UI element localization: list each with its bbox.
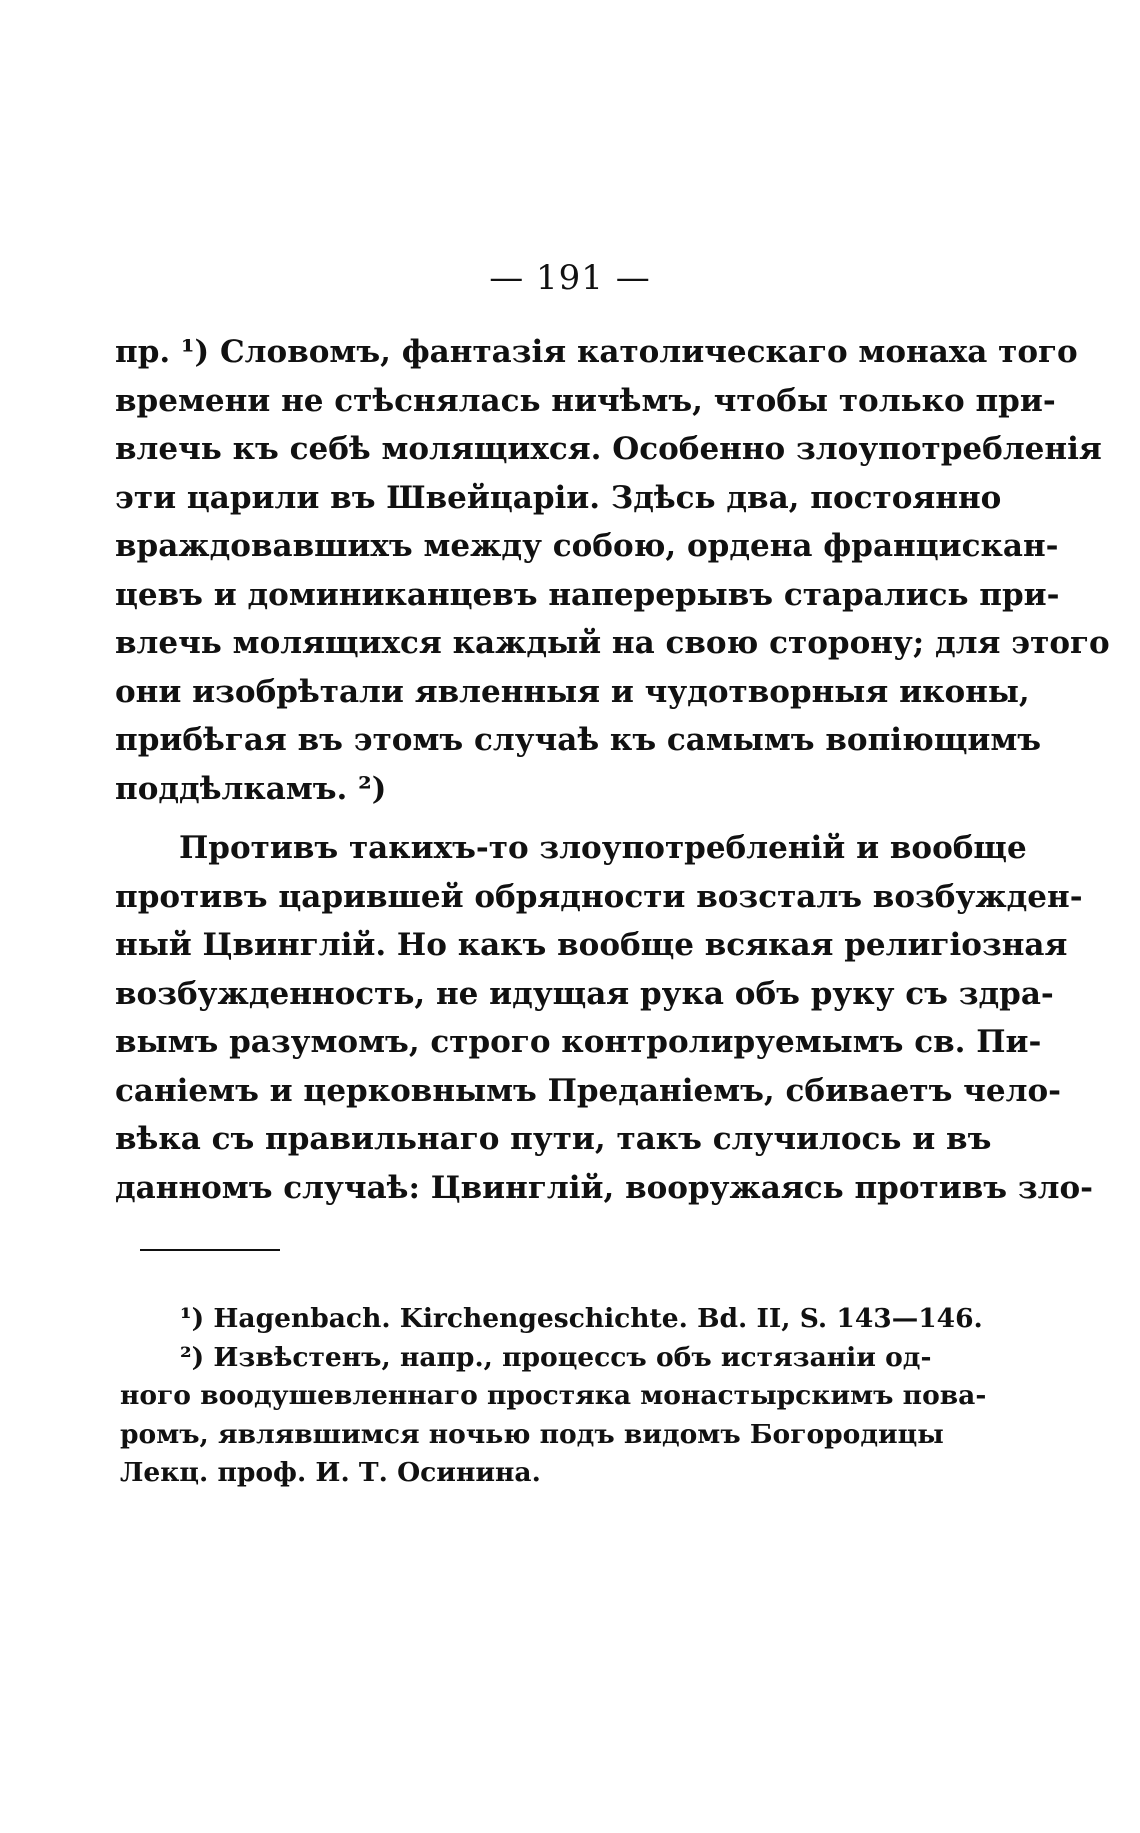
text-line: прибѣгая въ этомъ случаѣ къ самымъ вопіющимъ	[115, 722, 1042, 758]
text-line: ный Цвинглій. Но какъ вообще всякая религіозная	[115, 927, 1068, 963]
text-line: Противъ такихъ-то злоупотребленій и вообще	[179, 830, 1027, 866]
text-line: эти царили въ Швейцаріи. Здѣсь два, постоянно	[115, 479, 1002, 516]
text-line: влечь къ себѣ молящихся. Особенно злоупотребленія	[115, 431, 1102, 467]
text-line: вымъ разумомъ, строго контролируемымъ св. Пи-	[115, 1024, 1042, 1060]
text-line: саніемъ и церковнымъ Преданіемъ, сбиваетъ чело-	[115, 1072, 1061, 1109]
text-line: они изобрѣтали явленныя и чудотворныя иконы,	[115, 673, 1030, 710]
text-line: противъ царившей обрядности возсталъ возбужден-	[115, 878, 1083, 915]
footnotes	[120, 1300, 987, 1493]
text-line: пр. ¹) Словомъ, фантазія католическаго монаха того	[115, 334, 1078, 370]
text-line: данномъ случаѣ: Цвинглій, вооружаясь противъ зло-	[115, 1169, 1094, 1206]
paragraph-1	[115, 328, 1110, 813]
footnote-separator	[140, 1249, 280, 1251]
text-line: враждовавшихъ между собою, ордена францискан-	[115, 528, 1059, 564]
footnote-line: ного воодушевленнаго простяка монастырскимъ пова-	[120, 1380, 987, 1411]
footnote-line: Лекц. проф. И. Т. Осинина.	[120, 1457, 541, 1488]
text-line: вѣка съ правильнаго пути, такъ случилось и въ	[115, 1121, 992, 1157]
text-line: возбужденность, не идущая рука объ руку съ здра-	[115, 975, 1054, 1012]
page-number: — 191 —	[489, 258, 651, 298]
paragraph-2	[115, 824, 1094, 1212]
footnote-line: ромъ, являвшимся ночью подъ видомъ Богородицы	[120, 1418, 944, 1450]
footnote-line: ¹) Hagenbach. Kirchengeschichte. Bd. II, S. 143—146.	[180, 1303, 983, 1334]
text-line: влечь молящихся каждый на свою сторону; для этого	[115, 625, 1110, 661]
footnote-line: ²) Извѣстенъ, напр., процессъ объ истязаніи од-	[180, 1341, 932, 1373]
text-line: цевъ и доминиканцевъ наперерывъ старались при-	[115, 576, 1060, 613]
text-line: времени не стѣснялась ничѣмъ, чтобы только при-	[115, 382, 1056, 419]
text-line: поддѣлкамъ. ²)	[115, 770, 387, 807]
